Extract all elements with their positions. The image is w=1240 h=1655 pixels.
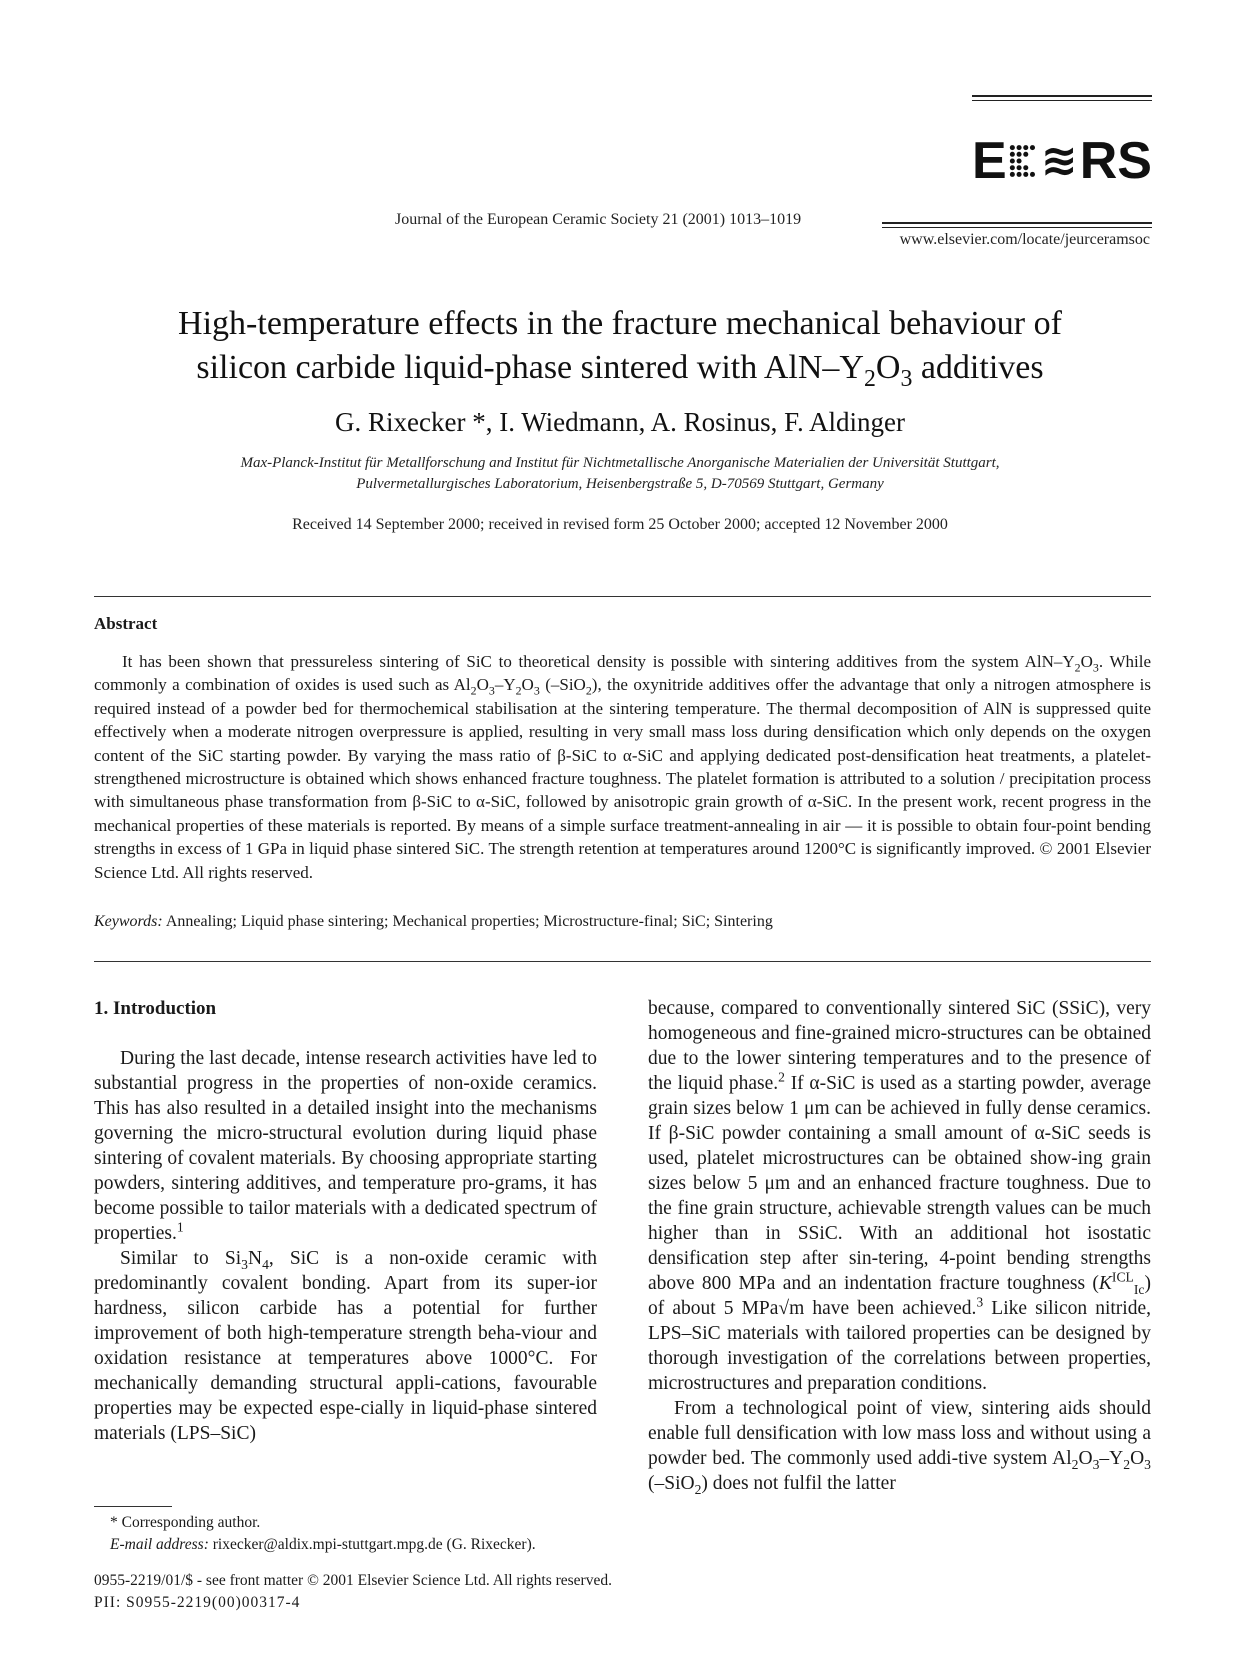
affiliation: Max-Planck-Institut für Metallforschung and Institut für Nichtmetallische Anorganische Materialien der Universität Stuttgart, Pulvermetallurgisches Laboratorium, Heisenbergstraße 5, D-70569 Stuttgart, Germany xyxy=(240,455,1000,492)
logo-dot-grid-icon xyxy=(1009,141,1039,181)
keywords-label: Keywords: xyxy=(94,913,163,930)
logo-letter-e: E xyxy=(972,132,1007,190)
footnote-corresponding: * Corresponding author. xyxy=(110,1514,261,1531)
received-dates: Received 14 September 2000; received in revised form 25 October 2000; accepted 12 November 2000 xyxy=(292,516,948,533)
abstract-heading: Abstract xyxy=(94,614,158,633)
author-list: G. Rixecker *, I. Wiedmann, A. Rosinus, F. Aldinger xyxy=(335,407,905,437)
divider-middle xyxy=(94,961,1151,962)
footnote-rule xyxy=(94,1506,172,1507)
title-line-1: High-temperature effects in the fracture mechanical behaviour of xyxy=(178,305,1062,342)
abstract-text: It has been shown that pressureless sintering of SiC to theoretical density is possible with sintering additives from the system AlN–$Y_2O_3$. While commonly a combination of oxides is used such as $Al_2O_3-Y_2O_3$ (–SiO$_2$), the oxynitride additives offer the advantage that only a nitrogen atmosphere is required instead of a powder bed for thermochemical stabilisation at the sintering temperature. The thermal decomposition of AlN is suppressed quite effectively when a moderate nitrogen overpressure is applied, resulting in very small mass loss during densification which only depends on the oxygen content of the SiC starting powder. By varying the mass ratio of β-SiC to α-SiC and applying dedicated post-densification heat treatments, a platelet-strengthened microstructure is obtained which shows enhanced fracture toughness. The platelet formation is attributed to a solution / precipitation process with simultaneous phase transformation from β-SiC to α-SiC, followed by anisotropic grain growth of α-SiC. In the present work, recent progress in the mechanical properties of these materials is reported. By means of a simple surface treatment-annealing in air — it is possible to obtain four-point bending strengths in excess of 1 GPa in liquid phase sintered SiC. The strength retention at temperatures around 1200°C is significantly improved. © 2001 Elsevier Science Ltd. All rights reserved. xyxy=(94,652,1151,882)
title-line-2: silicon carbide liquid-phase sintered with AlN–$Y_2O_3$ additives xyxy=(196,349,1044,392)
section-heading-introduction: 1. Introduction xyxy=(94,998,217,1019)
journal-citation: Journal of the European Ceramic Society 21 (2001) 1013–1019 xyxy=(395,211,802,228)
intro-paragraph-1: During the last decade, intense research activities have led to substantial progress in the properties of non-oxide ceramics. This has also resulted in a detailed insight into the mechanisms governing the micro-structural evolution during liquid phase sintering of covalent materials. By choosing appropriate starting powders, sintering additives, and temperature pro-grams, it has become possible to tailor materials with a dedicated spectrum of properties.$^1$ xyxy=(94,1048,597,1244)
divider-top xyxy=(94,596,1151,597)
logo-wave: ≋ xyxy=(1040,136,1078,185)
header-rule-top-2 xyxy=(972,100,1152,101)
pii-line: PII: S0955-2219(00)00317-4 xyxy=(94,1594,301,1611)
keywords: Keywords: Annealing; Liquid phase sintering; Mechanical properties; Microstructure-final; SiC; Sintering xyxy=(94,913,773,930)
article-title xyxy=(60,302,1180,390)
journal-url[interactable]: www.elsevier.com/locate/jeurceramsoc xyxy=(899,231,1150,248)
right-column xyxy=(648,996,1151,1496)
logo-letters-rs: RS xyxy=(1079,132,1152,190)
footnote-email: E-mail address: rixecker@aldix.mpi-stuttgart.mpg.de (G. Rixecker). xyxy=(110,1536,536,1553)
intro-paragraph-2: Similar to $Si_3N_4$, SiC is a non-oxide ceramic with predominantly covalent bonding. Apart from its super-ior hardness, silicon carbide has a potential for further improvement of both high-temperature strength beha-viour and oxidation resistance at temperatures above 1000°C. For mechanically demanding structural appli-cations, favourable properties may be expected espe-cially in liquid-phase sintered materials (LPS–SiC) xyxy=(94,1248,597,1444)
right-paragraph-1: because, compared to conventionally sintered SiC (SSiC), very homogeneous and fine-grained micro-structures can be obtained due to the lower sintering temperatures and to the presence of the liquid phase.$^2$ If α-SiC is used as a starting powder, average grain sizes below 1 μm can be achieved in fully dense ceramics. If β-SiC powder containing a small amount of α-SiC seeds is used, platelet microstructures can be obtained show-ing grain sizes below 5 μm and an enhanced fracture toughness. Due to the fine grain structure, achievable strength values can be much higher than in SSiC. With an additional hot isostatic densification step after sin-tering, 4-point bending strengths above 800 MPa and an indentation fracture toughness $(K^{ICL}_{Ic})$ of about 5 MPa√m have been achieved.$^3$ Like silicon nitride, LPS–SiC materials with tailored properties can be designed by thorough investigation of the correlations between properties, microstructures and preparation conditions. xyxy=(648,998,1151,1394)
right-paragraph-2: From a technological point of view, sintering aids should enable full densification with low mass loss and without using a powder bed. The commonly used addi-tive system $Al_2O_3-Y_2O_3$ (–SiO$_2$) does not fulfil the latter xyxy=(648,1398,1151,1497)
header-rule-bottom-1 xyxy=(882,222,1152,224)
header-rule-top-1 xyxy=(972,95,1152,97)
header-rule-bottom-2 xyxy=(882,227,1152,228)
copyright-line: 0955-2219/01/$ - see front matter © 2001 Elsevier Science Ltd. All rights reserved. xyxy=(94,1572,612,1589)
journal-logo xyxy=(972,132,1152,190)
left-column xyxy=(94,996,597,1446)
